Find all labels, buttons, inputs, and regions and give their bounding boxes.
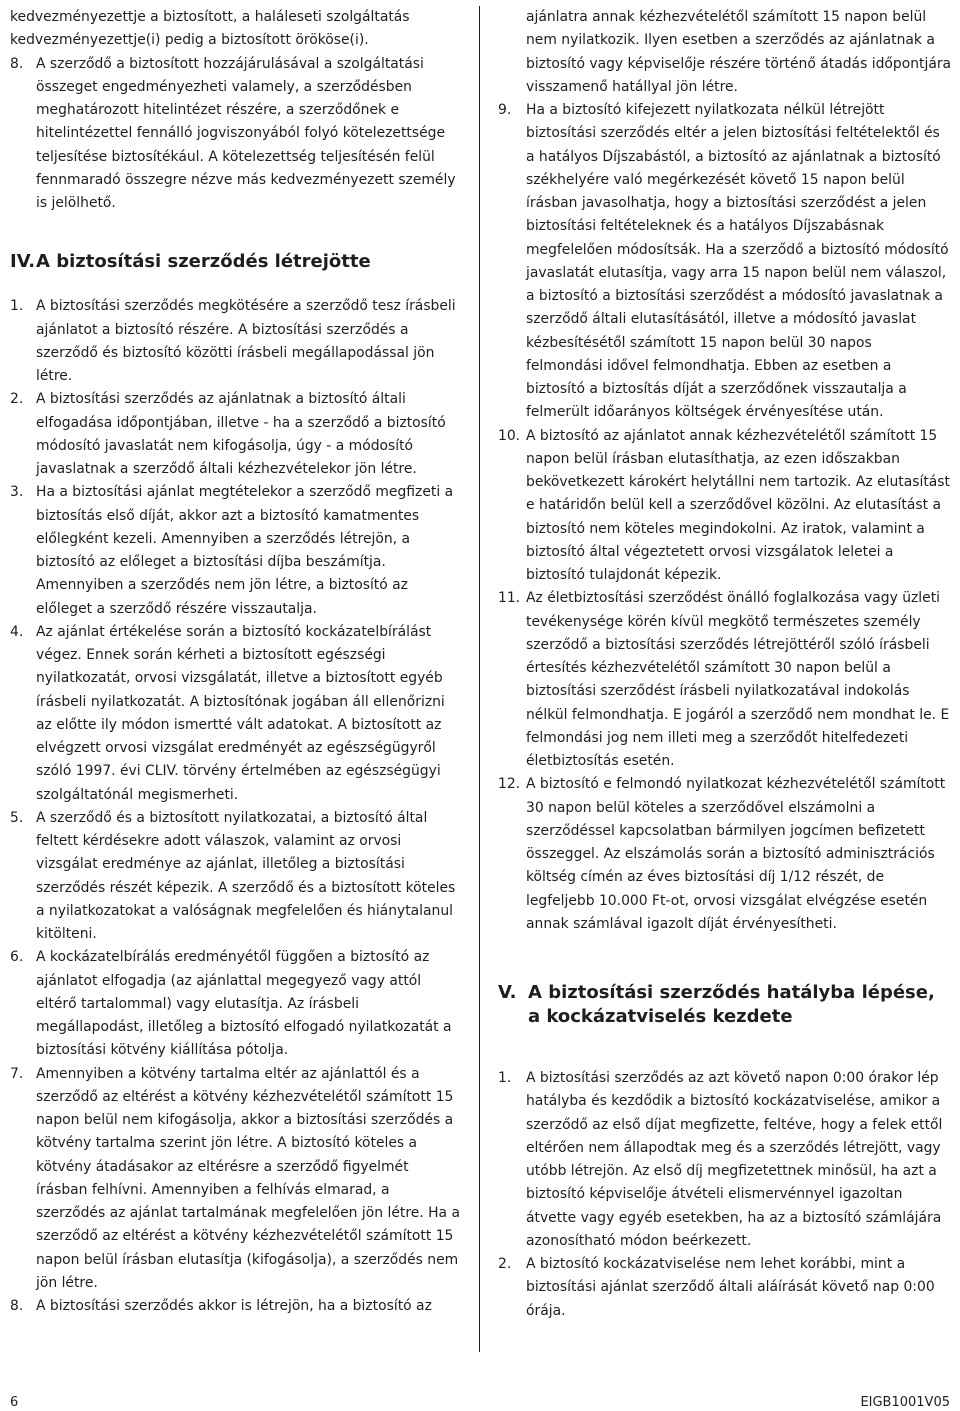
section-heading-v — [498, 981, 952, 1029]
item-number: 5. — [10, 809, 24, 826]
list-item — [10, 295, 462, 388]
item-number: 9. — [498, 102, 512, 118]
list-item — [10, 53, 462, 216]
item-number: 1. — [498, 1070, 512, 1086]
item-number: 11. — [498, 590, 521, 607]
list-item — [10, 946, 462, 1062]
left-column — [10, 6, 462, 1318]
item-text: A biztosítási szerződés az azt követő napon 0:00 órakor lép hatályba és kezdődik a biztosító kockázatviselése, amikor a szerződő az első díjat megfizette, feltéve, hogy a felek ettől eltérően nem állapodtak meg és a szerződés létrejött, vagy utóbb létrejön. Az első díj megfizetettnek minősül, ha azt a biztosító képviselője átvételi elismervénnyel igazoltan átvette vagy egyéb esetekben, ha az a biztosító számlájára azonosítható módon beérkezett. — [526, 1070, 943, 1249]
column-divider — [479, 6, 480, 1352]
item-text: A biztosító e felmondó nyilatkozat kézhezvételétől számított 30 napon belül köteles a szerződővel elszámolni a szerződéssel kapcsolatban bármilyen jogcímen befizetett összeggel. Az elszámolás során a biztosító adminisztrációs költség címén az éves biztosítási díj 1/12 részét, de legfeljebb 10.000 Ft-ot, orvosi vizsgálat elvégzése esetén annak számlával igazolt díját érvényesítheti. — [526, 776, 946, 932]
section-title-line-1: A biztosítási szerződés hatályba lépése, — [528, 982, 935, 1003]
item-text: Az életbiztosítási szerződést önálló foglalkozása vagy üzleti tevékenysége körén kívül megkötő természetes személy szerződő a biztosítási szerződés létrejöttéről szóló írásbeli értesítés kézhezvételétől számított 30 napon belül a biztosítási szerződést írásbeli nyilatkozatával indokolás nélkül felmondhatja. E jogáról a szerződő nem mondhat le. E felmondási jog nem illeti meg a szerződőt hitelfedezeti életbiztosítás esetén. — [526, 590, 950, 769]
item-text: A szerződő és a biztosított nyilatkozatai, a biztosító által feltett kérdésekre adott válaszok, valamint az orvosi vizsgálat eredménye az ajánlat, illetőleg a biztosítási szerződés részét képezik. A szerződő és a biztosított köteles a nyilatkozatokat a valóságnak megfelelően és hiánytalanul kitölteni. — [36, 809, 456, 942]
item-number: 10. — [498, 427, 521, 444]
section-number: IV. — [10, 251, 36, 273]
item-text: A biztosítási szerződés akkor is létrejön, ha a biztosító az — [36, 1298, 432, 1314]
item-number: 8. — [10, 55, 24, 72]
item-text: A biztosítási szerződés megkötésére a szerződő tesz írásbeli ajánlatot a biztosító részére. A biztosítási szerződés a szerződő és biztosító közötti írásbeli megállapodással jön létre. — [36, 298, 456, 384]
item-text: Amennyiben a kötvény tartalma eltér az ajánlattól és a szerződő az eltérést a kötvény kézhezvételétől számított 15 napon belül nem kifogásolja, akkor a biztosítási szerződés a kötvény tartalma szerint jön létre. A biztosító köteles a kötvény átadásakor az eltérésre a szerződő figyelmét írásban felhívni. Amennyiben a felhívás elmarad, a szerződés az ajánlat tartalmának megfelelően jön létre. Ha a szerződő az eltérést a kötvény kézhezvételétől számított 15 napon belül írásban elutasítja (kifogásolja), a szerződés nem jön létre. — [36, 1065, 460, 1291]
item-text: A szerződő a biztosított hozzájárulásával a szolgáltatási összeget engedményezheti valamely, a szerződésben meghatározott hitelintézet részére, a szerződőnek e hitelintézettel fennálló jogviszonyából folyó kötelezettsége teljesítése biztosítékául. A kötelezettség teljesítésén felül fennmaradó összegre nézve más kedvezményezett személy is jelölhető. — [36, 55, 456, 211]
paragraph-continued: kedvezményezettje a biztosított, a haláleseti szolgáltatás kedvezményezettje(i) pedig a biztosított örököse(i). — [10, 9, 410, 49]
item-text: A biztosítási szerződés az ajánlatnak a biztosító általi elfogadása időpontjában, illetve - ha a szerződő a biztosító módosító javaslatát nem kifogásolja, úgy - a módosító javaslatnak a szerződő általi kézhezvételekor jön létre. — [36, 391, 446, 477]
item-number: 6. — [10, 949, 24, 966]
item-number: 8. — [10, 1298, 24, 1314]
list-item — [10, 481, 462, 621]
item-text: A biztosító kockázatviselése nem lehet korábbi, mint a biztosítási ajánlat szerződő általi aláírását követő nap 0:00 órája. — [526, 1256, 935, 1319]
right-column — [498, 6, 952, 1323]
item-number: 2. — [498, 1256, 512, 1272]
item-number: 2. — [10, 391, 24, 408]
list-item — [498, 1253, 952, 1323]
item-number: 4. — [10, 623, 24, 640]
item-text: A biztosító az ajánlatot annak kézhezvételétől számított 15 napon belül írásban elutasíthatja, az ezen időszakban bekövetkezett károkért helytállni nem tartozik. Az elutasítást e határidőn belül kell a szerződővel közölni. Az elutasítást a biztosító nem köteles megindokolni. Az iratok, valamint a biztosító által végeztetett orvosi vizsgálatok leletei a biztosító tulajdonát képezik. — [526, 427, 950, 583]
list-item — [10, 388, 462, 481]
item-number: 12. — [498, 776, 521, 793]
item-text: A kockázatelbírálás eredményétől függően a biztosító az ajánlatot elfogadja (az ajánlattal megegyező vagy attól eltérő tartalommal) vagy elutasítja. Az írásbeli megállapodást, illetőleg a biztosító elfogadó nyilatkozatát a biztosítási kötvény kiállítása pótolja. — [36, 949, 452, 1059]
list-item — [10, 807, 462, 947]
item-text: Ha a biztosító kifejezett nyilatkozata nélkül létrejött biztosítási szerződés eltér a jelen biztosítási feltételektől és a hatályos Díjszabástól, a biztosító az ajánlatnak a biztosító székhelyére való megérkezését követő 15 napon belül írásban javasolhatja, hogy a biztosítási szerződést a jelen biztosítási feltételeknek és a hatályos Díjszabásnak megfelelően módosítsák. Ha a szerződő a biztosító módosító javaslatát elutasítja, vagy arra 15 napon belül nem válaszol, a biztosító a biztosítási szerződést a módosító javaslatnak a szerződő általi elutasításától, illetve a módosító javaslat kézbesítésétől számított 15 napon belül 30 napos felmondási idővel felmondhatja. Ebben az esetben a biztosító a biztosítás díját a szerződőnek visszautalja a felmerült időarányos költségek érvényesítése után. — [526, 102, 949, 421]
section-heading-iv — [10, 250, 462, 274]
list-item — [10, 1063, 462, 1296]
section-title-line-2: a kockázatviselés kezdete — [528, 1006, 793, 1027]
list-item — [498, 425, 952, 588]
list-item — [498, 587, 952, 773]
page-number: 6 — [10, 1395, 19, 1410]
section-number: V. — [498, 982, 517, 1003]
item-number: 1. — [10, 298, 24, 315]
item-number: 3. — [10, 484, 24, 501]
paragraph-continued: ajánlatra annak kézhezvételétől számított 15 napon belül nem nyilatkozik. Ilyen esetben a szerződés az ajánlatnak a biztosító vagy képviselője részére történő átadás időpontjára visszamenő hatállyal jön létre. — [526, 9, 952, 95]
list-item — [10, 1295, 462, 1318]
item-text: Ha a biztosítási ajánlat megtételekor a szerződő megfizeti a biztosítás első díját, akkor azt a biztosító kamatmentes előlegként kezeli. Amennyiben a szerződés létrejön, a biztosító az előleget a biztosítási díjba beszámítja. Amennyiben a szerződés nem jön létre, a biztosító az előleget a szerződő részére visszautalja. — [36, 484, 454, 617]
list-item — [498, 1067, 952, 1253]
document-code: EIGB1001V05 — [860, 1395, 950, 1410]
list-item — [10, 621, 462, 807]
section-title: A biztosítási szerződés létrejötte — [36, 251, 371, 273]
list-item — [498, 773, 952, 936]
list-item — [498, 99, 952, 425]
item-number: 7. — [10, 1065, 24, 1082]
item-text: Az ajánlat értékelése során a biztosító kockázatelbírálást végez. Ennek során kérheti a biztosított egészségi nyilatkozatát, orvosi vizsgálatát, illetve a biztosított egyéb írásbeli nyilatkozatát. A biztosítónak jogában áll ellenőrizni az előtte ily módon ismertté vált adatokat. A biztosított az elvégzett orvosi vizsgálat eredményét az egészségügyről szóló 1997. évi CLIV. törvény értelmében az egészségügyi szolgáltatónál megismerheti. — [36, 623, 445, 803]
